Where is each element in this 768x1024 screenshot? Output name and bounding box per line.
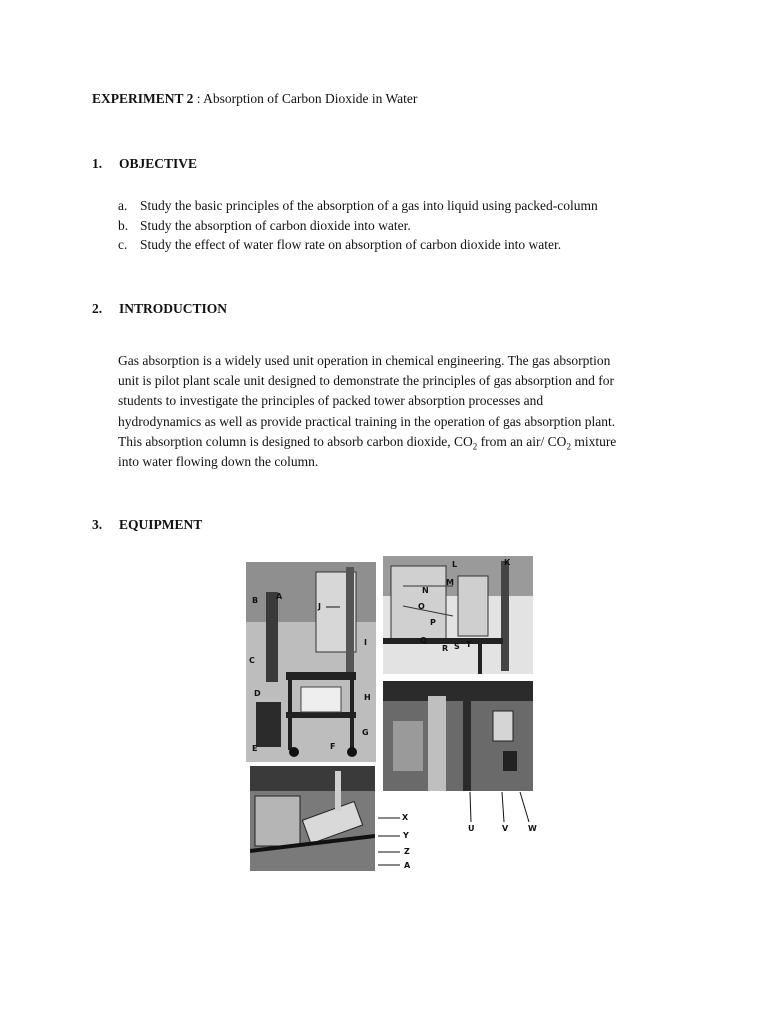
- objective-letter: a.: [118, 198, 128, 213]
- subscript: 2: [472, 441, 478, 452]
- section-title: EQUIPMENT: [119, 517, 203, 532]
- figure-label: Q: [420, 636, 427, 645]
- figure-label: A: [276, 592, 283, 601]
- objective-letter: c.: [118, 237, 128, 252]
- paragraph-line: [118, 432, 683, 452]
- figure-label: Z: [404, 847, 410, 856]
- experiment-title-line: [92, 91, 417, 107]
- section-heading-objective: [92, 156, 197, 172]
- section-title: INTRODUCTION: [119, 301, 228, 316]
- figure-label: M: [446, 578, 454, 587]
- figure-label: X: [402, 813, 409, 822]
- figure-label: E: [252, 744, 258, 753]
- introduction-paragraph: [118, 351, 683, 472]
- figure-label: F: [330, 742, 336, 751]
- section-heading-equipment: [92, 517, 202, 533]
- objective-letter: b.: [118, 217, 129, 233]
- figure-label: L: [452, 560, 458, 569]
- objective-item: [118, 196, 598, 216]
- experiment-title: Absorption of Carbon Dioxide in Water: [203, 91, 418, 106]
- figure-label: H: [364, 693, 371, 702]
- figure-label: D: [254, 689, 261, 698]
- figure-label: R: [442, 644, 449, 653]
- figure-label: S: [454, 642, 460, 651]
- figure-label: W: [528, 824, 537, 833]
- figure-label: C: [249, 656, 255, 665]
- figure-label: V: [502, 824, 509, 833]
- objective-item: [118, 235, 598, 255]
- section-heading-introduction: [92, 301, 227, 317]
- objective-text: Study the basic principles of the absorption of a gas into liquid using packed-column: [140, 198, 598, 213]
- figure-label: G: [362, 728, 369, 737]
- figure-label: U: [468, 824, 475, 833]
- figure-label: K: [504, 558, 511, 567]
- line-text: This absorption column is designed to absorb carbon dioxide, CO: [118, 433, 473, 449]
- paragraph-line: unit is pilot plant scale unit designed to demonstrate the principles of gas absorption and for: [118, 373, 615, 389]
- section-title: OBJECTIVE: [119, 156, 198, 171]
- figure-label: T: [466, 640, 472, 649]
- objective-item: [118, 216, 598, 236]
- objective-text: Study the effect of water flow rate on absorption of carbon dioxide into water.: [140, 237, 562, 252]
- figure-label: N: [422, 586, 429, 595]
- figure-leader-lines: [240, 556, 540, 880]
- objective-text: Study the absorption of carbon dioxide into water.: [140, 217, 411, 233]
- experiment-label: EXPERIMENT 2: [92, 91, 194, 106]
- title-separator: :: [193, 91, 204, 106]
- line-text: from an air/ CO: [477, 433, 567, 449]
- figure-label: B: [252, 596, 259, 605]
- figure-label: I: [364, 638, 367, 647]
- paragraph-line: Gas absorption is a widely used unit operation in chemical engineering. The gas absorption: [118, 353, 611, 368]
- section-number: 1.: [92, 156, 103, 171]
- section-number: 3.: [92, 517, 103, 532]
- figure-label: O: [418, 602, 425, 611]
- subscript: 2: [566, 441, 571, 452]
- figure-label: P: [430, 618, 436, 627]
- equipment-figure: [240, 556, 540, 880]
- paragraph-line: students to investigate the principles of packed tower absorption processes and: [118, 393, 544, 409]
- section-number: 2.: [92, 301, 103, 316]
- figure-label: Y: [403, 831, 409, 840]
- paragraph-line: hydrodynamics as well as provide practical training in the operation of gas absorption plant.: [118, 413, 616, 429]
- figure-label: J: [318, 602, 321, 611]
- figure-label: A: [404, 861, 411, 870]
- paragraph-line: into water flowing down the column.: [118, 454, 319, 470]
- line-text: mixture: [570, 433, 617, 449]
- objective-list: [118, 196, 598, 255]
